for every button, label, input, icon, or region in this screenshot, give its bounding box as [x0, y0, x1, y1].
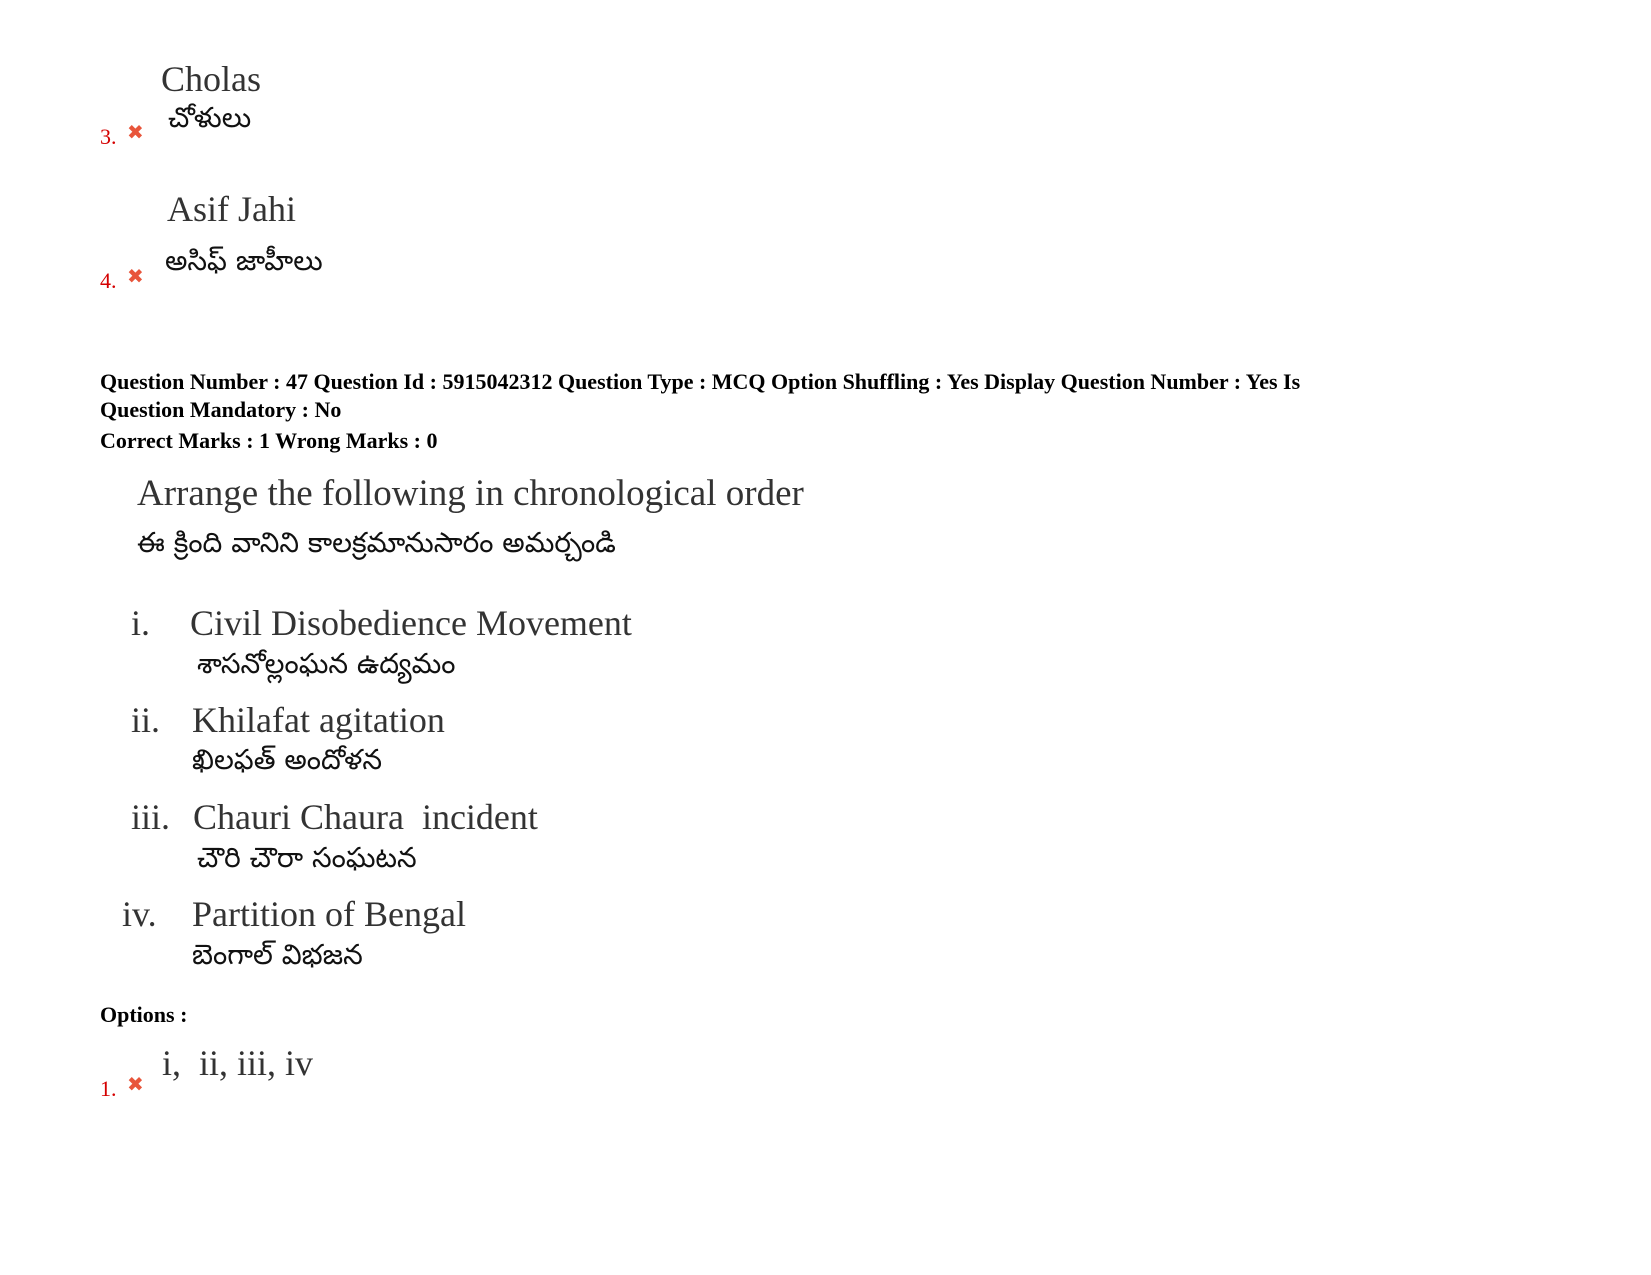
item-telugu: చౌరి చౌరా సంఘటన — [197, 841, 417, 874]
item-telugu: ఖిలఫత్ అందోళన — [192, 743, 383, 776]
cross-icon: ✖ — [127, 264, 144, 288]
item-numeral: ii. — [131, 700, 161, 740]
option-4-telugu: అసిఫ్ జాహీలు — [165, 244, 323, 277]
option-4-number: 4. — [100, 268, 117, 293]
item-english: Civil Disobedience Movement — [190, 603, 632, 643]
item-telugu: శాసనోల్లంఘన ఉద్యమం — [197, 647, 456, 680]
cross-icon: ✖ — [127, 120, 144, 144]
option-1-number: 1. — [100, 1076, 117, 1101]
option-1-text: i, ii, iii, iv — [162, 1043, 314, 1083]
option-3-telugu: చోళులు — [168, 101, 252, 134]
item-telugu: బెంగాల్ విభజన — [192, 938, 363, 971]
cross-icon: ✖ — [127, 1072, 144, 1096]
question-prompt-english: Arrange the following in chronological order — [137, 473, 804, 514]
item-english: Partition of Bengal — [192, 894, 466, 934]
question-prompt-telugu: ఈ క్రింది వానిని కాలక్రమానుసారం అమర్చండి — [137, 526, 616, 559]
item-english: Khilafat agitation — [192, 700, 445, 740]
option-4-english: Asif Jahi — [167, 189, 296, 229]
question-meta — [100, 368, 1500, 424]
options-label: Options : — [100, 1002, 188, 1027]
question-meta-line-1: Question Number : 47 Question Id : 5915042312 Question Type : MCQ Option Shuffling : Yes Display Question Number : Yes Is — [100, 369, 1301, 394]
item-english: Chauri Chaura incident — [193, 797, 538, 837]
item-numeral: iv. — [122, 894, 157, 934]
marks-line: Correct Marks : 1 Wrong Marks : 0 — [100, 428, 438, 453]
option-3-number: 3. — [100, 124, 117, 149]
option-3-english: Cholas — [161, 59, 262, 99]
question-meta-line-2: Question Mandatory : No — [100, 397, 342, 422]
item-numeral: i. — [131, 603, 151, 643]
item-numeral: iii. — [131, 797, 171, 837]
